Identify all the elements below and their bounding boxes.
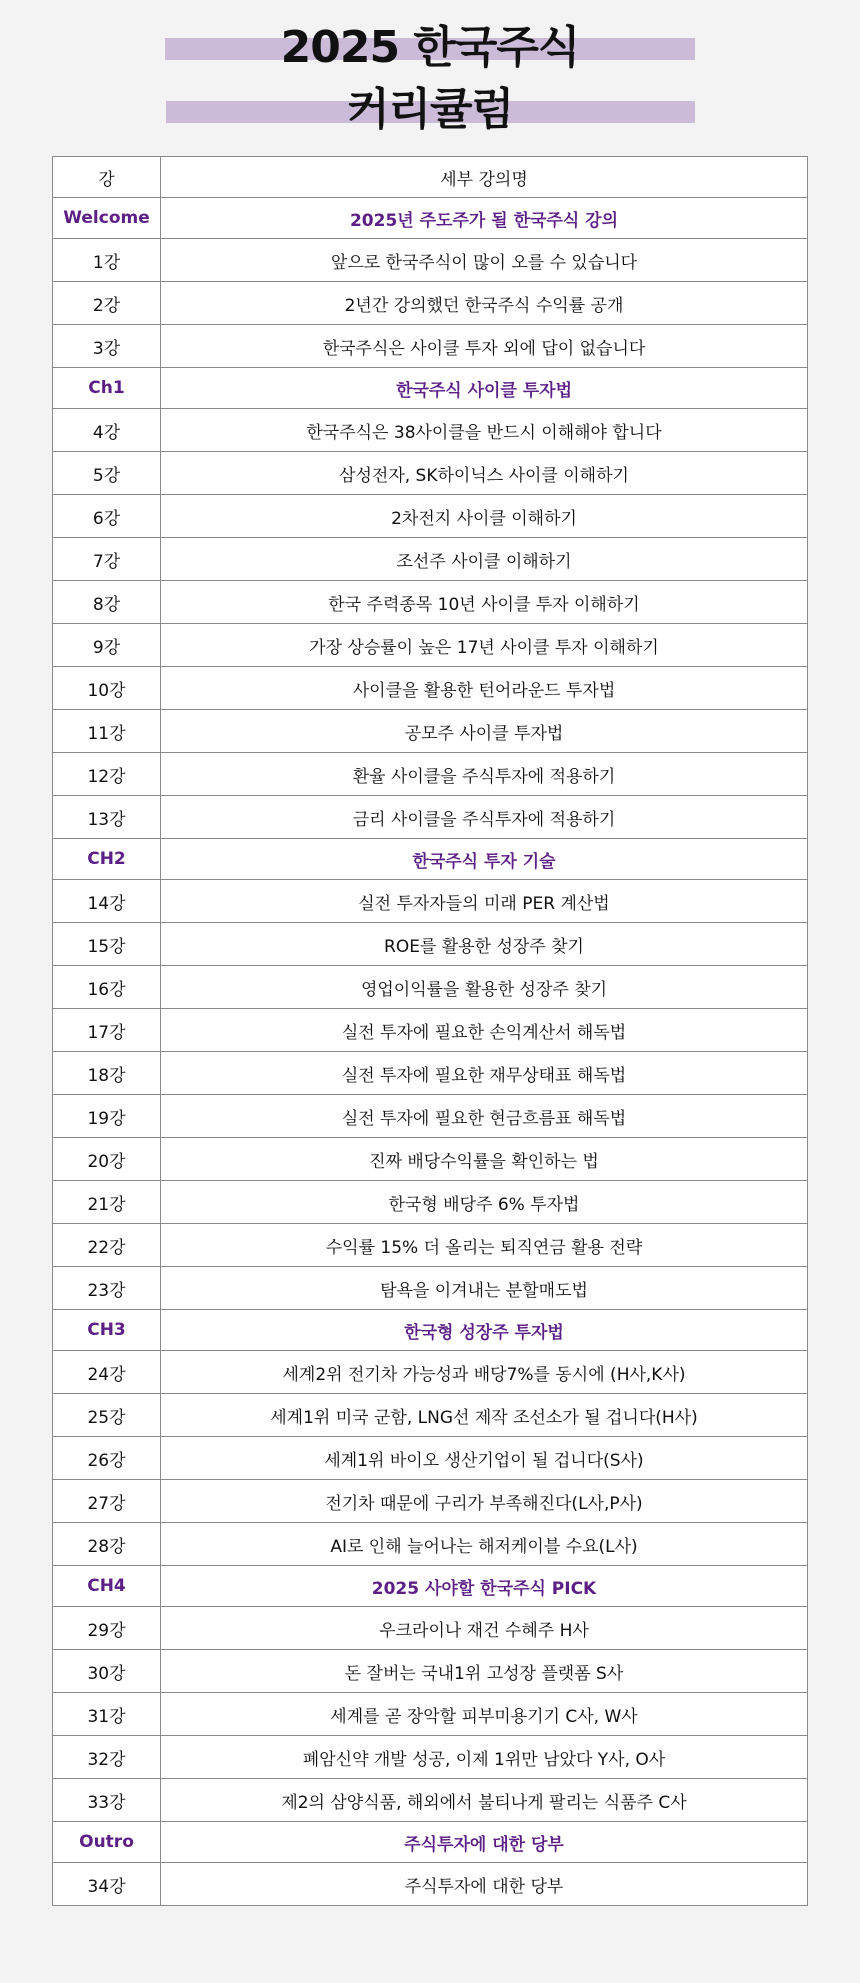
- lecture-number: 27강: [53, 1480, 161, 1523]
- lecture-number: 13강: [53, 796, 161, 839]
- lecture-row: [53, 667, 808, 710]
- title-line-2-text: 커리큘럼: [346, 84, 513, 135]
- lecture-number: 23강: [53, 1267, 161, 1310]
- lecture-row: [53, 1138, 808, 1181]
- lecture-row: [53, 1650, 808, 1693]
- lecture-number: 21강: [53, 1181, 161, 1224]
- lecture-title: ROE를 활용한 성장주 찾기: [161, 923, 808, 966]
- chapter-title: 한국주식 사이클 투자법: [161, 368, 808, 409]
- lecture-title: 전기차 때문에 구리가 부족해진다(L사,P사): [161, 1480, 808, 1523]
- lecture-title: 2차전지 사이클 이해하기: [161, 495, 808, 538]
- lecture-title: 실전 투자자들의 미래 PER 계산법: [161, 880, 808, 923]
- lecture-number: 17강: [53, 1009, 161, 1052]
- lecture-title: 영업이익률을 활용한 성장주 찾기: [161, 966, 808, 1009]
- lecture-title: 세계1위 미국 군함, LNG선 제작 조선소가 될 겁니다(H사): [161, 1394, 808, 1437]
- lecture-number: 29강: [53, 1607, 161, 1650]
- chapter-label: CH4: [53, 1566, 161, 1607]
- chapter-row: [53, 1310, 808, 1351]
- chapter-label: Outro: [53, 1822, 161, 1863]
- lecture-number: 5강: [53, 452, 161, 495]
- lecture-row: [53, 282, 808, 325]
- chapter-row: [53, 839, 808, 880]
- lecture-title: 실전 투자에 필요한 재무상태표 해독법: [161, 1052, 808, 1095]
- lecture-row: [53, 452, 808, 495]
- chapter-label: CH3: [53, 1310, 161, 1351]
- lecture-number: 11강: [53, 710, 161, 753]
- lecture-number: 4강: [53, 409, 161, 452]
- lecture-number: 22강: [53, 1224, 161, 1267]
- lecture-row: [53, 239, 808, 282]
- lecture-number: 30강: [53, 1650, 161, 1693]
- lecture-row: [53, 538, 808, 581]
- chapter-title: 2025 사야할 한국주식 PICK: [161, 1566, 808, 1607]
- lecture-title: 앞으로 한국주식이 많이 오를 수 있습니다: [161, 239, 808, 282]
- lecture-title: 금리 사이클을 주식투자에 적용하기: [161, 796, 808, 839]
- page-title: [0, 0, 860, 150]
- title-line-1-text: 2025 한국주식: [280, 22, 580, 73]
- lecture-number: 32강: [53, 1736, 161, 1779]
- lecture-row: [53, 624, 808, 667]
- lecture-number: 3강: [53, 325, 161, 368]
- chapter-title: 2025년 주도주가 될 한국주식 강의: [161, 198, 808, 239]
- lecture-number: 19강: [53, 1095, 161, 1138]
- lecture-number: 14강: [53, 880, 161, 923]
- lecture-number: 10강: [53, 667, 161, 710]
- lecture-number: 18강: [53, 1052, 161, 1095]
- lecture-title: 삼성전자, SK하이닉스 사이클 이해하기: [161, 452, 808, 495]
- lecture-number: 6강: [53, 495, 161, 538]
- chapter-row: [53, 368, 808, 409]
- lecture-title: 2년간 강의했던 한국주식 수익률 공개: [161, 282, 808, 325]
- lecture-row: [53, 1607, 808, 1650]
- lecture-number: 7강: [53, 538, 161, 581]
- lecture-number: 8강: [53, 581, 161, 624]
- lecture-title: 한국형 배당주 6% 투자법: [161, 1181, 808, 1224]
- lecture-row: [53, 1394, 808, 1437]
- lecture-title: 한국주식은 38사이클을 반드시 이해해야 합니다: [161, 409, 808, 452]
- lecture-row: [53, 1736, 808, 1779]
- lecture-title: 환율 사이클을 주식투자에 적용하기: [161, 753, 808, 796]
- lecture-row: [53, 880, 808, 923]
- chapter-label: CH2: [53, 839, 161, 880]
- lecture-row: [53, 1779, 808, 1822]
- lecture-title: 주식투자에 대한 당부: [161, 1863, 808, 1906]
- lecture-row: [53, 1095, 808, 1138]
- lecture-title: 우크라이나 재건 수혜주 H사: [161, 1607, 808, 1650]
- lecture-row: [53, 966, 808, 1009]
- chapter-row: [53, 198, 808, 239]
- lecture-number: 26강: [53, 1437, 161, 1480]
- lecture-number: 12강: [53, 753, 161, 796]
- lecture-title: 한국주식은 사이클 투자 외에 답이 없습니다: [161, 325, 808, 368]
- lecture-number: 24강: [53, 1351, 161, 1394]
- lecture-title: 진짜 배당수익률을 확인하는 법: [161, 1138, 808, 1181]
- lecture-title: 조선주 사이클 이해하기: [161, 538, 808, 581]
- lecture-number: 25강: [53, 1394, 161, 1437]
- lecture-row: [53, 753, 808, 796]
- lecture-number: 1강: [53, 239, 161, 282]
- lecture-number: 2강: [53, 282, 161, 325]
- lecture-title: 탐욕을 이겨내는 분할매도법: [161, 1267, 808, 1310]
- title-line-1: [0, 18, 860, 78]
- lecture-number: 34강: [53, 1863, 161, 1906]
- lecture-row: [53, 1224, 808, 1267]
- lecture-title: 공모주 사이클 투자법: [161, 710, 808, 753]
- lecture-number: 16강: [53, 966, 161, 1009]
- lecture-row: [53, 495, 808, 538]
- curriculum-table: [52, 156, 808, 1906]
- lecture-number: 31강: [53, 1693, 161, 1736]
- header-lecture-number: 강: [53, 157, 161, 198]
- lecture-title: 한국 주력종목 10년 사이클 투자 이해하기: [161, 581, 808, 624]
- chapter-row: [53, 1566, 808, 1607]
- lecture-number: 9강: [53, 624, 161, 667]
- lecture-row: [53, 1523, 808, 1566]
- lecture-row: [53, 1437, 808, 1480]
- lecture-row: [53, 923, 808, 966]
- lecture-title: 실전 투자에 필요한 손익계산서 해독법: [161, 1009, 808, 1052]
- lecture-row: [53, 710, 808, 753]
- lecture-row: [53, 1009, 808, 1052]
- chapter-label: Welcome: [53, 198, 161, 239]
- lecture-row: [53, 1480, 808, 1523]
- chapter-label: Ch1: [53, 368, 161, 409]
- lecture-title: 세계를 곧 장악할 피부미용기기 C사, W사: [161, 1693, 808, 1736]
- lecture-row: [53, 1052, 808, 1095]
- lecture-title: 폐암신약 개발 성공, 이제 1위만 남았다 Y사, O사: [161, 1736, 808, 1779]
- lecture-row: [53, 409, 808, 452]
- lecture-title: 세계1위 바이오 생산기업이 될 겁니다(S사): [161, 1437, 808, 1480]
- header-lecture-title: 세부 강의명: [161, 157, 808, 198]
- lecture-row: [53, 325, 808, 368]
- lecture-number: 20강: [53, 1138, 161, 1181]
- lecture-title: 사이클을 활용한 턴어라운드 투자법: [161, 667, 808, 710]
- title-line-2: [0, 80, 860, 140]
- lecture-row: [53, 1863, 808, 1906]
- lecture-title: 수익률 15% 더 올리는 퇴직연금 활용 전략: [161, 1224, 808, 1267]
- lecture-title: 돈 잘버는 국내1위 고성장 플랫폼 S사: [161, 1650, 808, 1693]
- lecture-number: 15강: [53, 923, 161, 966]
- lecture-title: 제2의 삼양식품, 해외에서 불티나게 팔리는 식품주 C사: [161, 1779, 808, 1822]
- chapter-title: 한국형 성장주 투자법: [161, 1310, 808, 1351]
- table-header-row: [53, 157, 808, 198]
- lecture-number: 33강: [53, 1779, 161, 1822]
- chapter-title: 한국주식 투자 기술: [161, 839, 808, 880]
- lecture-title: 실전 투자에 필요한 현금흐름표 해독법: [161, 1095, 808, 1138]
- lecture-row: [53, 1351, 808, 1394]
- lecture-title: AI로 인해 늘어나는 해저케이블 수요(L사): [161, 1523, 808, 1566]
- lecture-row: [53, 1267, 808, 1310]
- chapter-title: 주식투자에 대한 당부: [161, 1822, 808, 1863]
- lecture-row: [53, 796, 808, 839]
- lecture-title: 세계2위 전기차 가능성과 배당7%를 동시에 (H사,K사): [161, 1351, 808, 1394]
- lecture-title: 가장 상승률이 높은 17년 사이클 투자 이해하기: [161, 624, 808, 667]
- chapter-row: [53, 1822, 808, 1863]
- lecture-row: [53, 581, 808, 624]
- lecture-number: 28강: [53, 1523, 161, 1566]
- lecture-row: [53, 1693, 808, 1736]
- lecture-row: [53, 1181, 808, 1224]
